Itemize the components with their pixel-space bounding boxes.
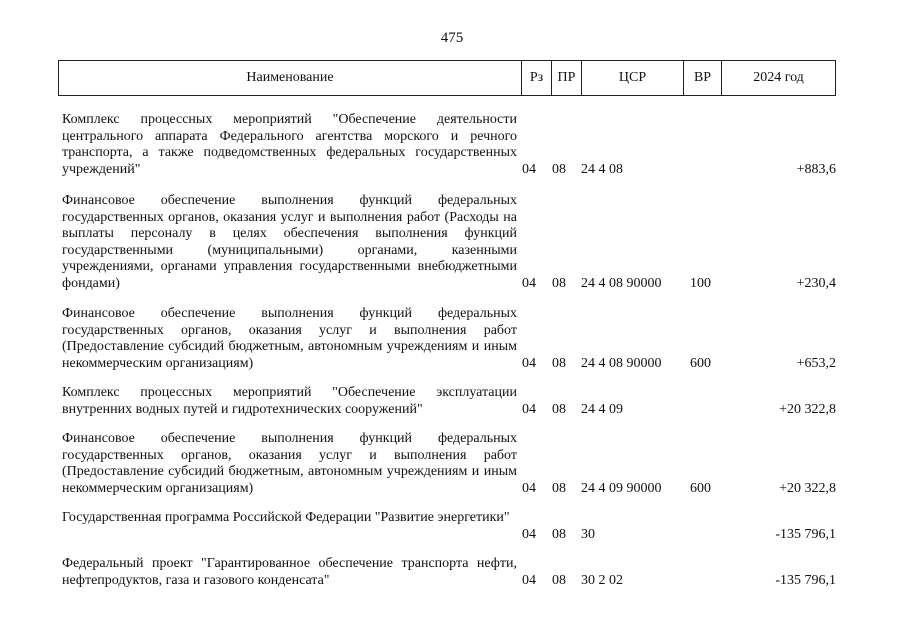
table-row (0, 385, 904, 418)
row-rz: 04 (522, 275, 536, 291)
table-row (0, 112, 904, 178)
row-name: Федеральный проект "Гарантированное обеспечение транспорта нефти, нефтепродуктов, газа и газового конденсата" (62, 556, 517, 588)
row-csr: 24 4 08 (581, 161, 623, 177)
row-amount: -135 796,1 (775, 526, 836, 542)
row-csr: 24 4 09 90000 (581, 480, 662, 496)
row-vr: 600 (690, 480, 711, 496)
row-vr: 100 (690, 275, 711, 291)
row-pr: 08 (552, 480, 566, 496)
row-name: Финансовое обеспечение выполнения функций федеральных государственных органов, оказания услуг и выполнения работ (Предоставление субсидий бюджетным, автономным учреждениям и иным некоммерческим организациям) (62, 431, 517, 496)
header-pr: ПР (551, 61, 581, 95)
header-vr: ВР (683, 61, 721, 95)
row-amount: +230,4 (796, 275, 836, 291)
row-csr: 30 2 02 (581, 572, 623, 588)
row-pr: 08 (552, 572, 566, 588)
row-pr: 08 (552, 161, 566, 177)
row-csr: 24 4 08 90000 (581, 275, 662, 291)
table-row (0, 556, 904, 589)
row-csr: 24 4 08 90000 (581, 355, 662, 371)
row-pr: 08 (552, 526, 566, 542)
table-row (0, 431, 904, 497)
row-rz: 04 (522, 161, 536, 177)
row-amount: +20 322,8 (779, 480, 836, 496)
row-rz: 04 (522, 401, 536, 417)
table-row (0, 193, 904, 292)
row-vr: 600 (690, 355, 711, 371)
header-name: Наименование (246, 70, 334, 85)
table-header (58, 60, 836, 96)
row-rz: 04 (522, 355, 536, 371)
row-pr: 08 (552, 355, 566, 371)
header-year: 2024 год (721, 61, 835, 95)
row-amount: -135 796,1 (775, 572, 836, 588)
header-rz: Рз (521, 61, 551, 95)
table-row (0, 510, 904, 543)
row-amount: +20 322,8 (779, 401, 836, 417)
row-csr: 30 (581, 526, 595, 542)
row-name: Государственная программа Российской Федерации "Развитие энергетики" (62, 510, 510, 525)
row-rz: 04 (522, 526, 536, 542)
row-amount: +653,2 (796, 355, 836, 371)
row-rz: 04 (522, 480, 536, 496)
row-pr: 08 (552, 275, 566, 291)
row-name: Комплекс процессных мероприятий "Обеспечение деятельности центрального аппарата Федерального агентства морского и речного транспорта, а также подведомственных федеральных государственных учреждений" (62, 112, 517, 177)
row-name: Финансовое обеспечение выполнения функций федеральных государственных органов, оказания услуг и выполнения работ (Расходы на выплаты персоналу в целях обеспечения выполнения функций государственными (муниципальными) органами, казенными учреждениями, органами управления государственными внебюджетными фондами) (62, 193, 517, 291)
row-rz: 04 (522, 572, 536, 588)
table-row (0, 306, 904, 372)
row-name: Комплекс процессных мероприятий "Обеспечение эксплуатации внутренних водных путей и гидротехнических сооружений" (62, 385, 517, 417)
row-name: Финансовое обеспечение выполнения функций федеральных государственных органов, оказания услуг и выполнения работ (Предоставление субсидий бюджетным, автономным учреждениям и иным некоммерческим организациям) (62, 306, 517, 371)
row-amount: +883,6 (796, 161, 836, 177)
page-number: 475 (440, 30, 464, 46)
header-csr: ЦСР (581, 61, 683, 95)
row-pr: 08 (552, 401, 566, 417)
row-csr: 24 4 09 (581, 401, 623, 417)
